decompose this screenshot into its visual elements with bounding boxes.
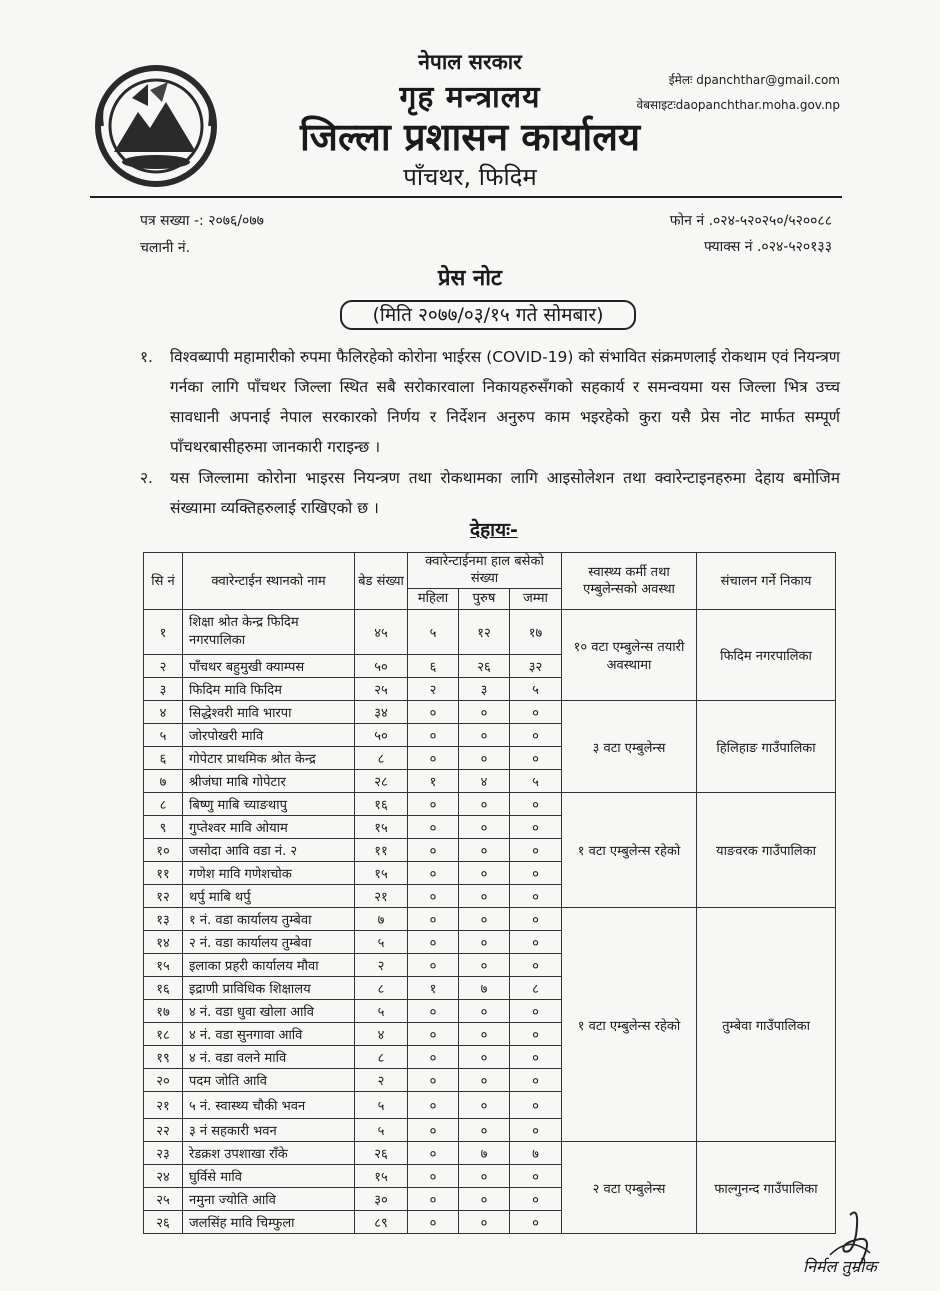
female-count-cell: १: [408, 977, 459, 1000]
place-name-cell: १ नं. वडा कार्यालय तुम्बेवा: [183, 908, 355, 931]
total-count-cell: ०: [510, 1211, 562, 1234]
female-count-cell: ०: [408, 954, 459, 977]
beds-cell: ८: [355, 1046, 408, 1069]
male-count-cell: ०: [459, 931, 510, 954]
total-count-cell: ०: [510, 1000, 562, 1023]
serial-cell: २०: [144, 1069, 183, 1092]
male-count-cell: ०: [459, 1023, 510, 1046]
beds-cell: १५: [355, 1165, 408, 1188]
paragraph-number: १.: [140, 348, 153, 366]
paragraph-1: [140, 342, 840, 462]
health-status-cell: १ वटा एम्बुलेन्स रहेको: [562, 793, 697, 908]
male-count-cell: ०: [459, 1069, 510, 1092]
serial-cell: १९: [144, 1046, 183, 1069]
female-count-cell: ०: [408, 1188, 459, 1211]
female-count-cell: ०: [408, 1211, 459, 1234]
header-beds: बेड संख्या: [355, 553, 408, 610]
health-status-cell: ३ वटा एम्बुलेन्स: [562, 701, 697, 793]
total-count-cell: ०: [510, 862, 562, 885]
total-count-cell: ०: [510, 1069, 562, 1092]
serial-cell: ९: [144, 816, 183, 839]
total-count-cell: ०: [510, 747, 562, 770]
header-health-status: स्वास्थ्य कर्मी तथा एम्बुलेन्सको अवस्था: [562, 553, 697, 610]
male-count-cell: ०: [459, 1092, 510, 1119]
place-name-cell: गोपेटार प्राथमिक श्रोत केन्द्र: [183, 747, 355, 770]
total-count-cell: ०: [510, 1188, 562, 1211]
female-count-cell: ०: [408, 701, 459, 724]
beds-cell: ५: [355, 931, 408, 954]
male-count-cell: ०: [459, 1165, 510, 1188]
health-status-cell: १० वटा एम्बुलेन्स तयारी अवस्थामा: [562, 610, 697, 701]
male-count-cell: ४: [459, 770, 510, 793]
serial-cell: २५: [144, 1188, 183, 1211]
total-count-cell: ०: [510, 931, 562, 954]
beds-cell: १५: [355, 816, 408, 839]
beds-cell: २: [355, 1069, 408, 1092]
total-count-cell: ३२: [510, 655, 562, 678]
beds-cell: ११: [355, 839, 408, 862]
dispatch-number: चलानी नं.: [140, 240, 191, 256]
male-count-cell: २६: [459, 655, 510, 678]
serial-cell: १०: [144, 839, 183, 862]
beds-cell: १५: [355, 862, 408, 885]
male-count-cell: ०: [459, 747, 510, 770]
female-count-cell: ०: [408, 839, 459, 862]
beds-cell: ४: [355, 1023, 408, 1046]
serial-cell: २: [144, 655, 183, 678]
operator-cell: तुम्बेवा गाउँपालिका: [697, 908, 836, 1142]
serial-cell: २४: [144, 1165, 183, 1188]
male-count-cell: ३: [459, 678, 510, 701]
total-count-cell: ०: [510, 1046, 562, 1069]
header-female: महिला: [408, 588, 459, 609]
serial-cell: २६: [144, 1211, 183, 1234]
male-count-cell: ०: [459, 1046, 510, 1069]
serial-cell: १: [144, 610, 183, 655]
total-count-cell: ५: [510, 770, 562, 793]
male-count-cell: ०: [459, 793, 510, 816]
total-count-cell: १७: [510, 610, 562, 655]
female-count-cell: ०: [408, 908, 459, 931]
female-count-cell: १: [408, 770, 459, 793]
table-row: [144, 610, 836, 655]
ministry-name: गृह मन्त्रालय: [399, 80, 541, 115]
serial-cell: ५: [144, 724, 183, 747]
place-name-cell: गणेश मावि गणेशचोक: [183, 862, 355, 885]
place-name-cell: नमुना ज्योति आवि: [183, 1188, 355, 1211]
place-name-cell: सिद्धेश्वरी मावि भारपा: [183, 701, 355, 724]
beds-cell: ५०: [355, 724, 408, 747]
table-row: [144, 701, 836, 724]
place-name-cell: रेडक्रश उपशाखा राँके: [183, 1142, 355, 1165]
place-name-cell: ४ नं. वडा वलने मावि: [183, 1046, 355, 1069]
male-count-cell: ०: [459, 954, 510, 977]
serial-cell: १४: [144, 931, 183, 954]
place-name-cell: ४ नं. वडा सुनगावा आवि: [183, 1023, 355, 1046]
male-count-cell: ०: [459, 1188, 510, 1211]
female-count-cell: ०: [408, 1069, 459, 1092]
paragraph-text: यस जिल्लामा कोरोना भाइरस नियन्त्रण तथा रोकथामका लागि आइसोलेशन तथा क्वारेन्टाइनहरुमा देहाय बमोजिम संख्यामा व्यक्तिहरुलाई राखिएको छ ।: [170, 469, 840, 517]
female-count-cell: ०: [408, 1046, 459, 1069]
beds-cell: ३०: [355, 1188, 408, 1211]
female-count-cell: ०: [408, 931, 459, 954]
header-current-count: क्वारेन्टाईनमा हाल बसेको संख्या: [408, 553, 562, 589]
document-title: प्रेस नोट: [437, 266, 503, 291]
annex-label: देहायः-: [470, 519, 518, 541]
female-count-cell: ०: [408, 1023, 459, 1046]
total-count-cell: ७: [510, 1142, 562, 1165]
female-count-cell: ०: [408, 1142, 459, 1165]
phone-number: फोन नं .०२४-५२०२५०/५२००८८: [669, 213, 832, 229]
email-line: ईमेलः dpanchthar@gmail.com: [668, 73, 840, 87]
total-count-cell: ०: [510, 1165, 562, 1188]
office-location: पाँचथर, फिदिम: [403, 163, 537, 191]
total-count-cell: ०: [510, 954, 562, 977]
beds-cell: ७: [355, 908, 408, 931]
female-count-cell: ०: [408, 724, 459, 747]
female-count-cell: ०: [408, 747, 459, 770]
beds-cell: ५०: [355, 655, 408, 678]
website-line: वेबसाइटःdaopanchthar.moha.gov.np: [636, 98, 840, 112]
serial-cell: ४: [144, 701, 183, 724]
female-count-cell: ०: [408, 862, 459, 885]
male-count-cell: ०: [459, 1119, 510, 1142]
female-count-cell: ०: [408, 1119, 459, 1142]
header-total: जम्मा: [510, 588, 562, 609]
health-status-cell: २ वटा एम्बुलेन्स: [562, 1142, 697, 1234]
beds-cell: २८: [355, 770, 408, 793]
serial-cell: ११: [144, 862, 183, 885]
place-name-cell: पदम जोति आवि: [183, 1069, 355, 1092]
female-count-cell: ०: [408, 793, 459, 816]
total-count-cell: ८: [510, 977, 562, 1000]
male-count-cell: ०: [459, 908, 510, 931]
male-count-cell: १२: [459, 610, 510, 655]
female-count-cell: ०: [408, 816, 459, 839]
beds-cell: २: [355, 954, 408, 977]
female-count-cell: २: [408, 678, 459, 701]
paragraph-number: २.: [140, 469, 153, 487]
table-row: [144, 908, 836, 931]
serial-cell: १८: [144, 1023, 183, 1046]
beds-cell: २१: [355, 885, 408, 908]
total-count-cell: ०: [510, 1092, 562, 1119]
header-operator: संचालन गर्ने निकाय: [697, 553, 836, 610]
female-count-cell: ०: [408, 885, 459, 908]
serial-cell: ३: [144, 678, 183, 701]
table-row: [144, 1142, 836, 1165]
total-count-cell: ०: [510, 724, 562, 747]
header-serial: सि नं: [144, 553, 183, 610]
place-name-cell: ३ नं सहकारी भवन: [183, 1119, 355, 1142]
male-count-cell: ०: [459, 816, 510, 839]
total-count-cell: ०: [510, 839, 562, 862]
serial-cell: २२: [144, 1119, 183, 1142]
table-row: [144, 793, 836, 816]
male-count-cell: ०: [459, 862, 510, 885]
total-count-cell: ०: [510, 885, 562, 908]
signature-name: निर्मल तुम्रोक: [803, 1257, 877, 1276]
nepal-government-emblem-icon: [92, 62, 220, 190]
female-count-cell: ०: [408, 1000, 459, 1023]
total-count-cell: ०: [510, 1023, 562, 1046]
beds-cell: १६: [355, 793, 408, 816]
serial-cell: १५: [144, 954, 183, 977]
operator-cell: हिलिहाङ गाउँपालिका: [697, 701, 836, 793]
reference-number: पत्र सख्या -: २०७६/०७७: [140, 213, 264, 229]
serial-cell: १७: [144, 1000, 183, 1023]
male-count-cell: ०: [459, 1000, 510, 1023]
operator-cell: फिदिम नगरपालिका: [697, 610, 836, 701]
beds-cell: ५: [355, 1092, 408, 1119]
government-name: नेपाल सरकार: [418, 50, 522, 74]
fax-number: फ्याक्स नं .०२४-५२०१३३: [704, 239, 832, 255]
operator-cell: याङवरक गाउँपालिका: [697, 793, 836, 908]
header-place-name: क्वारेन्टाईन स्थानको नाम: [183, 553, 355, 610]
male-count-cell: ०: [459, 885, 510, 908]
place-name-cell: ५ नं. स्वास्थ्य चौकी भवन: [183, 1092, 355, 1119]
place-name-cell: घुर्विसे मावि: [183, 1165, 355, 1188]
place-name-cell: इद्राणी प्राविधिक शिक्षालय: [183, 977, 355, 1000]
place-name-cell: बिष्णु माबि च्याङथापु: [183, 793, 355, 816]
place-name-cell: ४ नं. वडा धुवा खोला आवि: [183, 1000, 355, 1023]
place-name-cell: २ नं. वडा कार्यालय तुम्बेवा: [183, 931, 355, 954]
place-name-cell: जसोदा आवि वडा नं. २: [183, 839, 355, 862]
health-status-cell: १ वटा एम्बुलेन्स रहेको: [562, 908, 697, 1142]
beds-cell: ५: [355, 1119, 408, 1142]
operator-cell: फाल्गुनन्द गाउँपालिका: [697, 1142, 836, 1234]
serial-cell: १३: [144, 908, 183, 931]
quarantine-table: [143, 552, 836, 1234]
beds-cell: ८: [355, 977, 408, 1000]
place-name-cell: जलसिंह मावि चिम्फुला: [183, 1211, 355, 1234]
male-count-cell: ०: [459, 724, 510, 747]
male-count-cell: ०: [459, 839, 510, 862]
header-divider: [90, 196, 842, 198]
male-count-cell: ७: [459, 1142, 510, 1165]
serial-cell: २१: [144, 1092, 183, 1119]
total-count-cell: ५: [510, 678, 562, 701]
beds-cell: ४५: [355, 610, 408, 655]
total-count-cell: ०: [510, 908, 562, 931]
place-name-cell: इलाका प्रहरी कार्यालय मौवा: [183, 954, 355, 977]
female-count-cell: ५: [408, 610, 459, 655]
total-count-cell: ०: [510, 793, 562, 816]
document-date: (मिति २०७७/०३/१५ गते सोमबार): [340, 300, 636, 330]
place-name-cell: पाँचथर बहुमुखी क्याम्पस: [183, 655, 355, 678]
place-name-cell: फिदिम मावि फिदिम: [183, 678, 355, 701]
office-name: जिल्ला प्रशासन कार्यालय: [299, 115, 641, 159]
beds-cell: २५: [355, 678, 408, 701]
beds-cell: ८९: [355, 1211, 408, 1234]
serial-cell: १२: [144, 885, 183, 908]
serial-cell: १६: [144, 977, 183, 1000]
serial-cell: ८: [144, 793, 183, 816]
place-name-cell: जोरपोखरी मावि: [183, 724, 355, 747]
place-name-cell: श्रीजंघा माबि गोपेटार: [183, 770, 355, 793]
paragraph-text: विश्वब्यापी महामारीको रुपमा फैलिरहेको कोरोना भाईरस (COVID-19) को संभावित संक्रमणलाई रोकथाम एवं नियन्त्रण गर्नका लागि पाँचथर जिल्ला स्थित सबै सरोकारवाला निकायहरुसँगको सहकार्य र समन्वयमा यस जिल्ला भित्र उच्च सावधानी अपनाई नेपाल सरकारको निर्णय र निर्देशन अनुरुप काम भइरहेको कुरा यसै प्रेस नोट मार्फत सम्पूर्ण पाँचथरबासीहरुमा जानकारी गराइन्छ ।: [170, 348, 840, 456]
female-count-cell: ०: [408, 1092, 459, 1119]
total-count-cell: ०: [510, 816, 562, 839]
beds-cell: ८: [355, 747, 408, 770]
total-count-cell: ०: [510, 1119, 562, 1142]
male-count-cell: ०: [459, 1211, 510, 1234]
male-count-cell: ०: [459, 701, 510, 724]
male-count-cell: ७: [459, 977, 510, 1000]
serial-cell: ७: [144, 770, 183, 793]
serial-cell: २३: [144, 1142, 183, 1165]
beds-cell: २६: [355, 1142, 408, 1165]
header-male: पुरुष: [459, 588, 510, 609]
serial-cell: ६: [144, 747, 183, 770]
place-name-cell: थर्पु माबि थर्पु: [183, 885, 355, 908]
total-count-cell: ०: [510, 701, 562, 724]
place-name-cell: शिक्षा श्रोत केन्द्र फिदिम नगरपालिका: [183, 610, 355, 655]
female-count-cell: ६: [408, 655, 459, 678]
place-name-cell: गुप्तेश्वर मावि ओयाम: [183, 816, 355, 839]
beds-cell: ५: [355, 1000, 408, 1023]
beds-cell: ३४: [355, 701, 408, 724]
female-count-cell: ०: [408, 1165, 459, 1188]
quarantine-table-body: [144, 610, 836, 1234]
paragraph-2: [140, 463, 840, 523]
